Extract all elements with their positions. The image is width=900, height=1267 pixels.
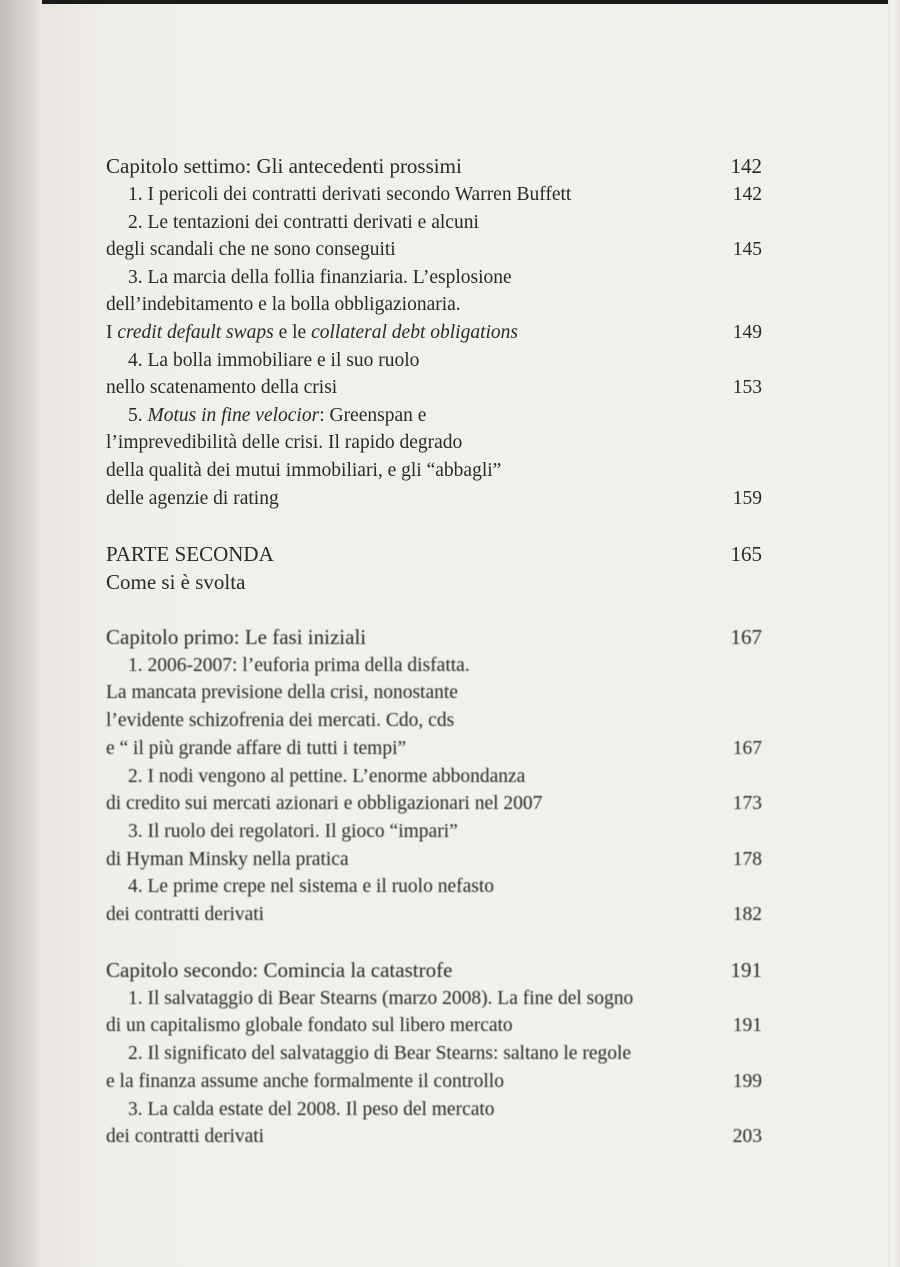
toc-section: [0, 181, 900, 209]
toc-section-continued: [0, 374, 900, 402]
toc-section: [0, 985, 900, 1013]
toc-section-continued: [0, 735, 900, 763]
toc-chapter-7: [0, 152, 900, 180]
section-title: di Hyman Minsky nella pratica: [106, 849, 349, 870]
toc-section-continued: [0, 429, 900, 457]
section-title: 3. La calda estate del 2008. Il peso del mercato: [128, 1099, 495, 1120]
toc-section: [0, 402, 900, 430]
toc-part-2-subtitle: [0, 568, 900, 596]
section-title: La mancata previsione della crisi, nonostante: [106, 682, 458, 703]
toc-chapter-1: [0, 623, 900, 651]
section-title: dei contratti derivati: [106, 904, 265, 925]
toc-section: [0, 873, 900, 901]
toc-section-continued: [0, 790, 900, 818]
page-number: 159: [732, 488, 762, 509]
toc-chapter-2: [0, 956, 900, 984]
section-title: della qualità dei mutui immobiliari, e gli “abbagli”: [106, 460, 502, 481]
page-number: 167: [732, 738, 762, 759]
toc-section-continued: [0, 236, 900, 264]
section-title: 3. Il ruolo dei regolatori. Il gioco “impari”: [128, 821, 458, 842]
page-number: 182: [732, 904, 762, 925]
page-number: 149: [732, 322, 762, 343]
section-title: 2. I nodi vengono al pettine. L’enorme abbondanza: [128, 766, 526, 787]
toc-section-continued: [0, 1012, 900, 1040]
toc-section: [0, 209, 900, 237]
page-number: 178: [732, 849, 762, 870]
section-title: 1. I pericoli dei contratti derivati secondo Warren Buffett: [128, 184, 572, 205]
chapter-title: Capitolo primo: Le fasi iniziali: [106, 625, 367, 649]
toc-section-continued: [0, 291, 900, 319]
toc-part-2: [0, 540, 900, 568]
page-number: 145: [732, 239, 762, 260]
page-number: 191: [732, 1015, 762, 1036]
page-number: 142: [730, 154, 762, 178]
section-title: di un capitalismo globale fondato sul libero mercato: [106, 1015, 513, 1036]
page-number: 203: [732, 1126, 762, 1147]
page-number: 167: [730, 625, 762, 649]
section-title: 3. La marcia della follia finanziaria. L’esplosione: [128, 267, 512, 288]
chapter-title: Capitolo settimo: Gli antecedenti prossimi: [106, 154, 462, 178]
toc-section-continued: [0, 1123, 900, 1151]
section-title: dell’indebitamento e la bolla obbligazionaria.: [106, 294, 461, 315]
toc-section-continued: [0, 901, 900, 929]
page-number: 173: [732, 793, 762, 814]
section-title: e “ il più grande affare di tutti i tempi”: [106, 738, 407, 759]
section-title: 5. Motus in fine velocior: Greenspan e: [128, 405, 427, 426]
section-title: e la finanza assume anche formalmente il controllo: [106, 1071, 504, 1092]
toc-section: [0, 818, 900, 846]
section-title: 2. Le tentazioni dei contratti derivati e alcuni: [128, 212, 479, 233]
toc-section-continued: [0, 1068, 900, 1096]
section-title: nello scatenamento della crisi: [106, 377, 338, 398]
section-title: 4. La bolla immobiliare e il suo ruolo: [128, 350, 420, 371]
toc-section: [0, 763, 900, 791]
section-title: degli scandali che ne sono conseguiti: [106, 239, 396, 260]
toc-section-continued: [0, 846, 900, 874]
part-subtitle: Come si è svolta: [106, 570, 246, 594]
section-title: 1. 2006-2007: l’euforia prima della disfatta.: [128, 655, 470, 676]
toc-section-continued: [0, 485, 900, 513]
section-title: l’imprevedibilità delle crisi. Il rapido degrado: [106, 432, 463, 453]
section-title: I credit default swaps e le collateral debt obligations: [106, 322, 518, 343]
page-number: 165: [730, 542, 762, 566]
section-title: 2. Il significato del salvataggio di Bear Stearns: saltano le regole: [128, 1043, 632, 1064]
toc-section: [0, 264, 900, 292]
page-number: 153: [732, 377, 762, 398]
toc-section: [0, 652, 900, 680]
toc-section-continued: [0, 679, 900, 707]
chapter-title: Capitolo secondo: Comincia la catastrofe: [106, 958, 453, 982]
section-title: l’evidente schizofrenia dei mercati. Cdo, cds: [106, 710, 455, 731]
toc-section-continued: [0, 319, 900, 347]
page-number: 142: [732, 184, 762, 205]
page-number: 199: [732, 1071, 762, 1092]
toc-section: [0, 1040, 900, 1068]
section-title: 4. Le prime crepe nel sistema e il ruolo nefasto: [128, 876, 495, 897]
section-title: delle agenzie di rating: [106, 488, 279, 509]
toc-section: [0, 1096, 900, 1124]
toc-section: [0, 347, 900, 375]
section-title: 1. Il salvataggio di Bear Stearns (marzo 2008). La fine del sogno: [128, 988, 634, 1009]
part-title: PARTE SECONDA: [106, 542, 274, 566]
page-number: 191: [730, 958, 762, 982]
section-title: dei contratti derivati: [106, 1126, 265, 1147]
toc-section-continued: [0, 457, 900, 485]
toc-section-continued: [0, 707, 900, 735]
section-title: di credito sui mercati azionari e obbligazionari nel 2007: [106, 793, 543, 814]
